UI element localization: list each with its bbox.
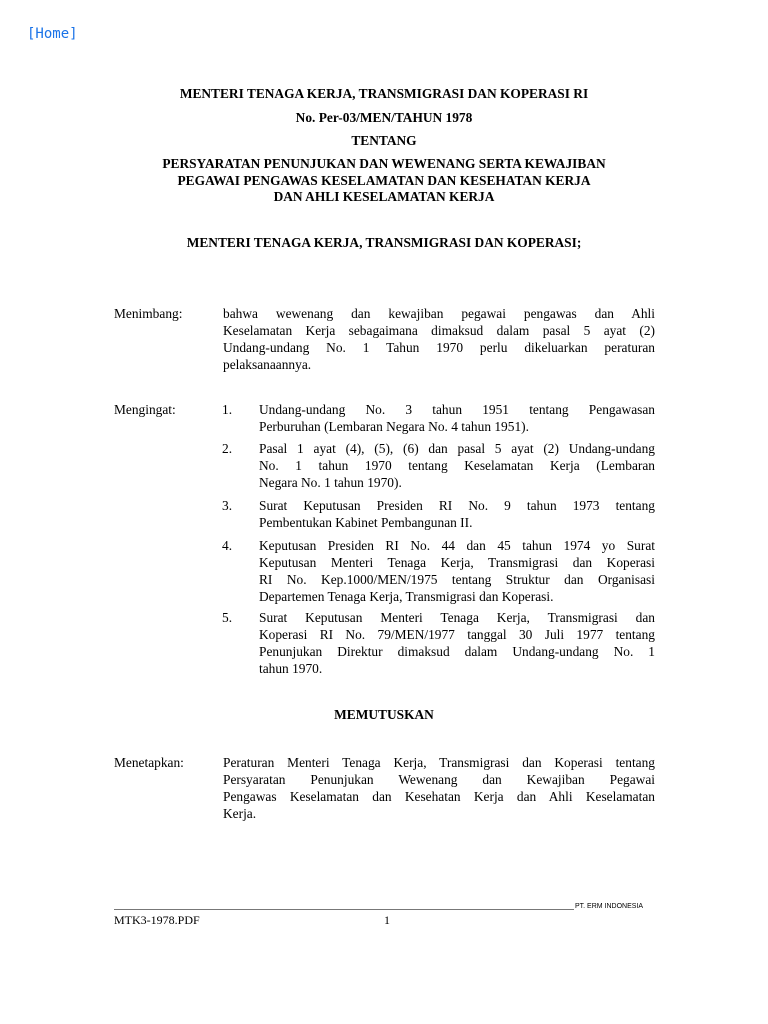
page-number: 1	[384, 913, 390, 927]
tentang-heading: TENTANG	[351, 133, 417, 148]
menetapkan-label: Menetapkan:	[114, 755, 184, 770]
memutuskan-heading: MEMUTUSKAN	[334, 707, 434, 722]
text-line: Persyaratan Penunjukan Wewenang dan Kewajiban Pegawai	[223, 772, 655, 787]
item-number: 3.	[222, 498, 233, 513]
regulation-number: No. Per-03/MEN/TAHUN 1978	[295, 110, 473, 125]
minister-heading: MENTERI TENAGA KERJA, TRANSMIGRASI DAN KOPERASI;	[186, 235, 582, 250]
text-line: Undang-undang No. 1 Tahun 1970 perlu dikeluarkan peraturan	[223, 340, 655, 355]
text-line: No. 1 tahun 1970 tentang Keselamatan Kerja (Lembaran	[259, 458, 655, 473]
mengingat-item	[259, 401, 655, 435]
footer-divider	[114, 909, 574, 910]
text-line: Keselamatan Kerja sebagaimana dimaksud dalam pasal 5 ayat (2)	[223, 323, 655, 338]
menetapkan-text	[223, 754, 655, 822]
item-number: 2.	[222, 441, 233, 456]
text-line: Negara No. 1 tahun 1970).	[259, 475, 402, 490]
subject-line: PERSYARATAN PENUNJUKAN DAN WEWENANG SERTA KEWAJIBAN	[162, 156, 606, 171]
item-number: 5.	[222, 610, 233, 625]
text-line: Pembentukan Kabinet Pembangunan II.	[259, 515, 473, 530]
text-line: Surat Keputusan Presiden RI No. 9 tahun 1973 tentang	[259, 498, 655, 513]
text-line: bahwa wewenang dan kewajiban pegawai pengawas dan Ahli	[223, 306, 655, 321]
mengingat-item	[259, 440, 655, 491]
text-line: Pengawas Keselamatan dan Kesehatan Kerja dan Ahli Keselamatan	[223, 789, 655, 804]
text-line: Surat Keputusan Menteri Tenaga Kerja, Transmigrasi dan	[259, 610, 655, 625]
text-line: Perburuhan (Lembaran Negara No. 4 tahun 1951).	[259, 419, 529, 434]
menimbang-text	[223, 305, 655, 373]
footer-company: PT. ERM INDONESIA	[575, 903, 644, 910]
item-number: 4.	[222, 538, 233, 553]
text-line: Kerja.	[223, 806, 257, 821]
text-line: Koperasi RI No. 79/MEN/1977 tanggal 30 Juli 1977 tentang	[259, 627, 655, 642]
text-line: Pasal 1 ayat (4), (5), (6) dan pasal 5 ayat (2) Undang-undang	[259, 441, 655, 456]
text-line: Keputusan Menteri Tenaga Kerja, Transmigrasi dan Koperasi	[259, 555, 655, 570]
text-line: Keputusan Presiden RI No. 44 dan 45 tahun 1974 yo Surat	[259, 538, 655, 553]
item-number: 1.	[222, 402, 233, 417]
mengingat-item	[259, 609, 655, 677]
text-line: Peraturan Menteri Tenaga Kerja, Transmigrasi dan Koperasi tentang	[223, 755, 655, 770]
text-line: tahun 1970.	[259, 661, 323, 676]
text-line: pelaksanaannya.	[223, 357, 312, 372]
mengingat-item	[259, 497, 655, 531]
home-link[interactable]: [Home]	[27, 26, 78, 42]
subject-line: PEGAWAI PENGAWAS KESELAMATAN DAN KESEHATAN KERJA	[177, 173, 591, 188]
menimbang-label: Menimbang:	[114, 306, 183, 321]
mengingat-label: Mengingat:	[114, 402, 176, 417]
text-line: Penunjukan Direktur dimaksud dalam Undang-undang No. 1	[259, 644, 655, 659]
text-line: Undang-undang No. 3 tahun 1951 tentang Pengawasan	[259, 402, 655, 417]
mengingat-item	[259, 537, 655, 605]
text-line: RI No. Kep.1000/MEN/1975 tentang Struktur dan Organisasi	[259, 572, 655, 587]
subject-line: DAN AHLI KESELAMATAN KERJA	[273, 189, 495, 204]
issuer-heading: MENTERI TENAGA KERJA, TRANSMIGRASI DAN KOPERASI RI	[179, 86, 589, 101]
text-line: Departemen Tenaga Kerja, Transmigrasi dan Koperasi.	[259, 589, 554, 604]
footer-filename: MTK3-1978.PDF	[114, 913, 200, 927]
